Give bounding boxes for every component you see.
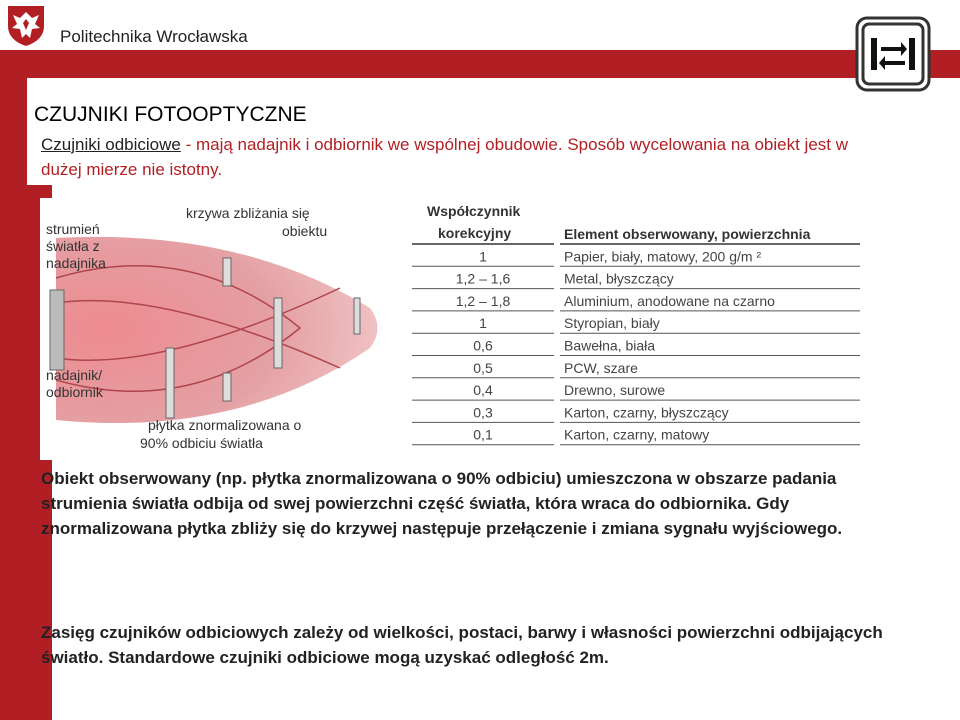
label-beam-2: światła z bbox=[46, 238, 100, 254]
university-name: Politechnika Wrocławska bbox=[60, 27, 248, 46]
table-cell-element: PCW, szare bbox=[564, 359, 638, 376]
label-curve-2: obiektu bbox=[282, 223, 328, 239]
label-plate-1: płytka znormalizowana o bbox=[148, 417, 302, 433]
table-cell-factor: 0,6 bbox=[473, 337, 493, 354]
paragraph-range: Zasięg czujników odbiciowych zależy od wielkości, postaci, barwy i własności powierzchni odbijających światło. Standardowe czujniki odbiciowe mogą uzyskać odległość 2m. bbox=[41, 623, 883, 667]
intro-rest: - mają nadajnik i odbiornik we wspólnej obudowie. Sposób wycelowania na obiekt jest w dużej mierze nie istotny. bbox=[41, 135, 848, 179]
sensor-housing bbox=[50, 290, 64, 370]
label-plate-2: 90% odbiciu światła bbox=[140, 435, 263, 451]
table-cell-factor: 0,3 bbox=[473, 404, 493, 421]
table-cell-element: Drewno, surowe bbox=[564, 382, 666, 399]
table-cell-factor: 1 bbox=[479, 248, 487, 265]
table-cell-factor: 1,2 – 1,8 bbox=[455, 292, 511, 309]
table-cell-factor: 1,2 – 1,6 bbox=[455, 270, 511, 287]
table-header-element: Element obserwowany, powierzchnia bbox=[564, 226, 811, 242]
table-cell-element: Styropian, biały bbox=[564, 315, 660, 332]
label-sensor-1: nadajnik/ bbox=[46, 367, 103, 383]
table-cell-factor: 0,4 bbox=[473, 382, 493, 399]
intro-term: Czujniki odbiciowe bbox=[41, 135, 181, 154]
table-cell-factor: 0,5 bbox=[473, 359, 493, 376]
reflective-sensor-figure bbox=[40, 198, 870, 460]
table-cell-factor: 1 bbox=[479, 315, 487, 332]
slide-title: CZUJNIKI FOTOOPTYCZNE bbox=[34, 103, 307, 126]
label-beam-1: strumień bbox=[46, 221, 100, 237]
eagle-crest-icon bbox=[6, 4, 46, 48]
table-header-factor-1: Współczynnik bbox=[427, 203, 521, 219]
table-header-factor-2: korekcyjny bbox=[438, 225, 512, 241]
table-cell-element: Bawełna, biała bbox=[564, 337, 656, 354]
table-cell-element: Papier, biały, matowy, 200 g/m ² bbox=[564, 248, 762, 265]
paragraph-observed-object: Obiekt obserwowany (np. płytka znormalizowana o 90% odbiciu) umieszczona w obszarze padania strumienia światła odbija od swej powierzchni część światła, która wraca do odbiornika. Gdy znormalizowana płytka zbliży się do krzywej następuje przełączenie i zmiana sygnału wyjściowego. bbox=[41, 469, 843, 538]
slide-header bbox=[0, 0, 960, 50]
sensor-logo-icon bbox=[855, 16, 931, 92]
label-curve-1: krzywa zbliżania się bbox=[186, 205, 310, 221]
table-cell-element: Metal, błyszczący bbox=[564, 270, 674, 287]
intro-text bbox=[41, 132, 861, 182]
table-cell-element: Aluminium, anodowane na czarno bbox=[564, 292, 775, 309]
label-sensor-2: odbiornik bbox=[46, 384, 103, 400]
table-cell-element: Karton, czarny, błyszczący bbox=[564, 404, 729, 421]
label-beam-3: nadajnika bbox=[46, 255, 106, 271]
table-cell-element: Karton, czarny, matowy bbox=[564, 426, 710, 443]
table-cell-factor: 0,1 bbox=[473, 426, 493, 443]
